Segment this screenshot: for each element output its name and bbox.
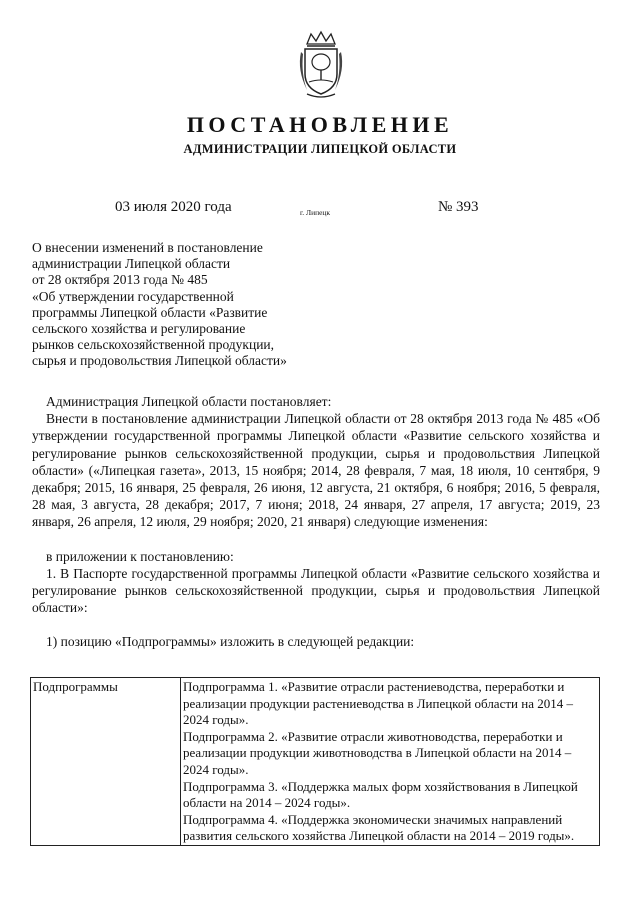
appendix-paragraph: в приложении к постановлению: <box>46 548 234 564</box>
document-date: 03 июля 2020 года <box>115 199 232 215</box>
subject-line: программы Липецкой области «Развитие <box>32 304 268 320</box>
document-number: № 393 <box>438 199 479 215</box>
subject-line: от 28 октября 2013 года № 485 <box>32 272 208 288</box>
preamble-paragraph: Администрация Липецкой области постановляет: <box>46 394 332 409</box>
subprograms-table <box>30 677 600 846</box>
subprogram-item: Подпрограмма 1. «Развитие отрасли растениеводства, переработки и реализации продукции растениеводства в Липецкой области на 2014 – 2024 годы». <box>183 679 573 728</box>
document-title: ПОСТАНОВЛЕНИЕ <box>186 112 454 137</box>
subprogram-item: Подпрограмма 2. «Развитие отрасли животноводства, переработки и реализации продукции животноводства в Липецкой области на 2014 – 2024 годы». <box>183 728 572 777</box>
subject-line: «Об утверждении государственной <box>32 288 234 304</box>
table-row <box>31 678 600 846</box>
passport-paragraph: 1. В Паспорте государственной программы Липецкой области «Развитие сельского хозяйства и регулирование рынков сельскохозяйственной продукции, сырья и продовольствия Липецкой области»: <box>32 565 600 616</box>
subprograms-paragraph: 1) позицию «Подпрограммы» изложить в следующей редакции: <box>46 634 415 650</box>
subprogram-item: Подпрограмма 3. «Поддержка малых форм хозяйствования в Липецкой области на 2014 – 2024 годы». <box>183 778 578 811</box>
subject-line: сельского хозяйства и регулирование <box>32 321 246 337</box>
table-cell-label: Подпрограммы <box>31 678 181 846</box>
amendment-paragraph: Внести в постановление администрации Липецкой области от 28 октября 2013 года № 485 «Об утверждении государственной программы Липецкой области «Развитие сельского хозяйства и регулирование рынков сельскохозяйственной продукции, сырья и продовольствия Липецкой области» («Липецкая газета», 2013, 15 ноября; 2014, 28 февраля, 7 мая, 18 июля, 10 сентября, 9 декабря; 2015, 16 января, 25 февраля, 26 июня, 12 августа, 21 октября, 6 ноября; 2016, 5 февраля, 28 мая, 3 августа, 28 декабря; 2017, 7 июня; 2018, 24 января, 27 апреля, 17 августа; 2019, 23 января, 26 апреля, 12 июля, 29 ноября; 2020, 21 января) следующие изменения: <box>32 411 600 530</box>
subject-line: администрации Липецкой области <box>32 256 231 272</box>
issuing-authority: АДМИНИСТРАЦИИ ЛИПЕЦКОЙ ОБЛАСТИ <box>183 142 457 156</box>
table-cell-content <box>181 678 600 846</box>
subject-line: О внесении изменений в постановление <box>32 240 263 255</box>
subprogram-item: Подпрограмма 4. «Поддержка экономически значимых направлений развития сельского хозяйства Липецкой области на 2014 – 2019 годы». <box>183 811 575 844</box>
document-body <box>32 393 600 651</box>
coat-of-arms-emblem <box>293 30 349 100</box>
document-subject <box>32 240 332 370</box>
document-city: г. Липецк <box>300 208 331 217</box>
subject-line: рынков сельскохозяйственной продукции, <box>32 337 275 353</box>
subject-line: сырья и продовольствия Липецкой области» <box>32 353 287 369</box>
